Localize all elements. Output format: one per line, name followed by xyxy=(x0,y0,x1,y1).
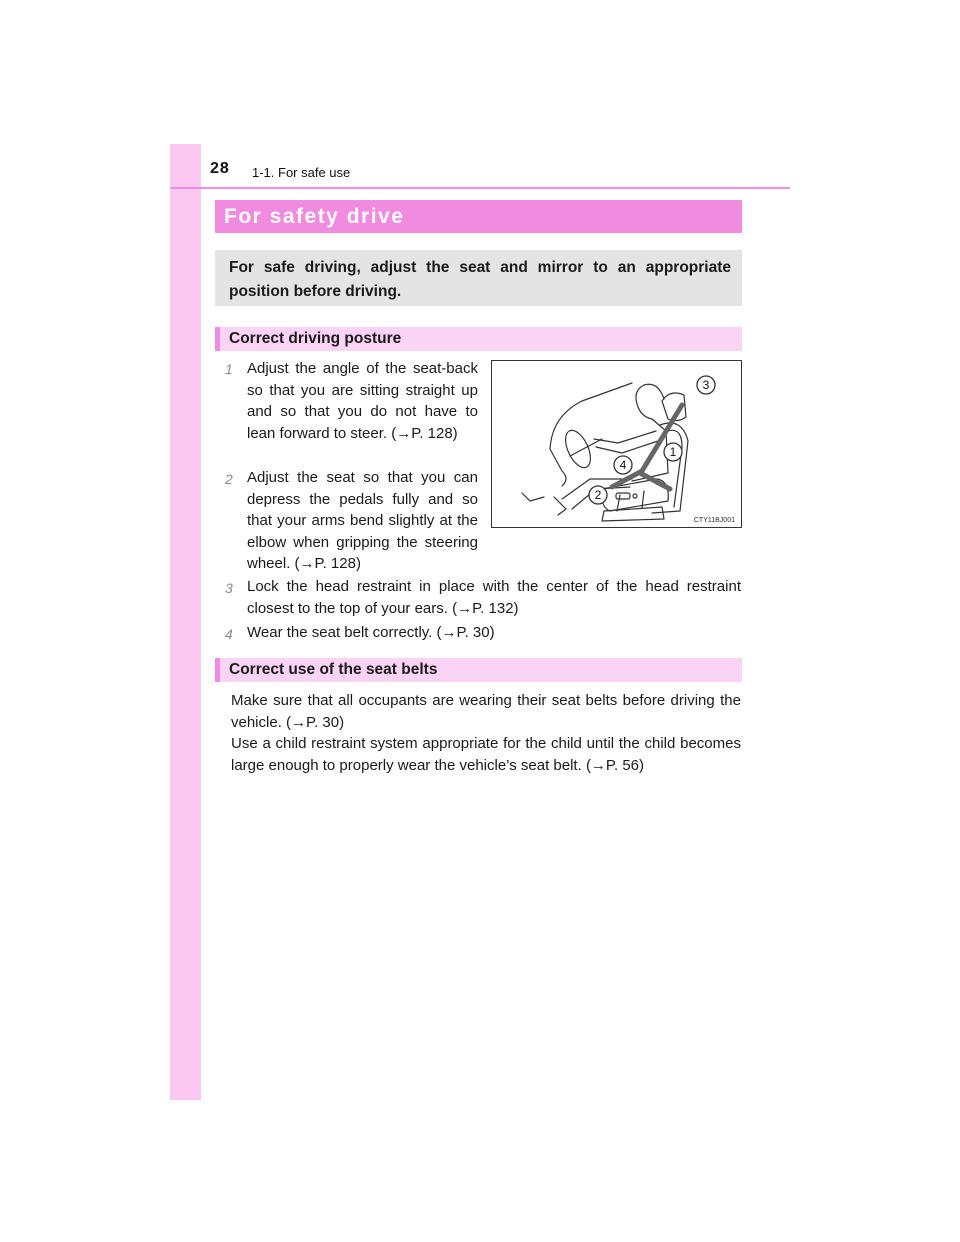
subheading-accent xyxy=(215,658,220,682)
step-number: 2 xyxy=(225,471,233,487)
step-text: Adjust the seat so that you can depress the pedals fully and so that your arms bend slightly at the elbow when gripping the steering wheel. (→P. 128) xyxy=(247,469,478,572)
subheading-seat-belts xyxy=(215,658,742,682)
step-number: 4 xyxy=(225,626,233,642)
figure-code: CTY11BJ001 xyxy=(693,517,735,524)
side-tab-strip xyxy=(170,144,201,1100)
seatbelt-paragraph-1: Make sure that all occupants are wearing their seat belts before driving the vehicle. (→P. 30) xyxy=(231,692,741,731)
driving-posture-figure xyxy=(491,360,742,528)
callout-4: 4 xyxy=(619,458,627,472)
step-text: Adjust the angle of the seat-back so that you are sitting straight up and so that you do not have to lean forward to steer. (→P. 128) xyxy=(247,360,478,442)
page-title: For safety drive xyxy=(224,205,405,228)
header-rule xyxy=(170,187,790,189)
subheading-text: Correct driving posture xyxy=(229,330,402,347)
callout-1: 1 xyxy=(669,445,677,459)
step-number: 3 xyxy=(225,580,233,596)
callout-2: 2 xyxy=(594,488,602,502)
driver-seat-illustration xyxy=(492,361,743,529)
step-number: 1 xyxy=(225,361,233,377)
step-text: Wear the seat belt correctly. (→P. 30) xyxy=(247,624,495,641)
subheading-driving-posture xyxy=(215,327,742,351)
seatbelt-paragraph-2: Use a child restraint system appropriate for the child until the child becomes large enough to properly wear the vehicle’s seat belt. (→P. 56) xyxy=(231,735,741,774)
intro-text: For safe driving, adjust the seat and mirror to an appropriate position before driving. xyxy=(229,259,731,300)
subheading-text: Correct use of the seat belts xyxy=(229,661,438,678)
step-text: Lock the head restraint in place with the center of the head restraint closest to the top of your ears. (→P. 132) xyxy=(247,578,741,617)
callout-3: 3 xyxy=(702,378,710,392)
page-number: 28 xyxy=(210,160,230,177)
subheading-accent xyxy=(215,327,220,351)
section-reference: 1-1. For safe use xyxy=(252,165,351,180)
